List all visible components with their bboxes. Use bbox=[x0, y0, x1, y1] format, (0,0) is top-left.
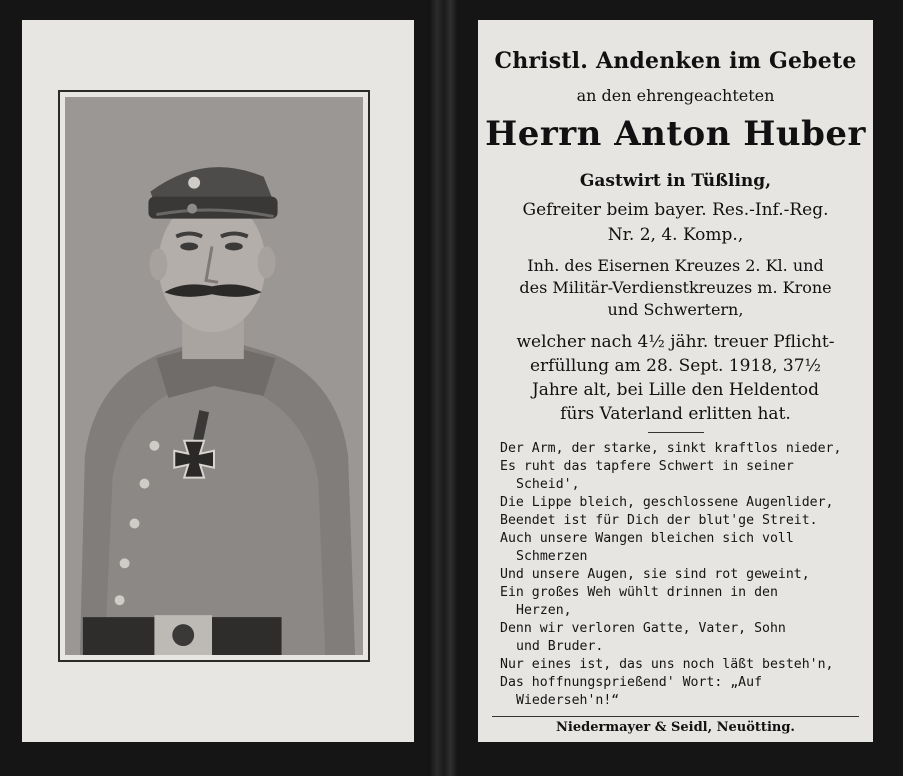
poem-line: Das hoffnungsprießend' Wort: „Auf bbox=[500, 675, 763, 690]
poem-line: Schmerzen bbox=[516, 549, 588, 564]
poem-line: Und unsere Augen, sie sind rot geweint, bbox=[500, 567, 810, 582]
divider-long bbox=[492, 716, 859, 717]
poem-line: Denn wir verloren Gatte, Vater, Sohn bbox=[500, 621, 786, 636]
poem-line: Auch unsere Wangen bleichen sich voll bbox=[500, 531, 794, 546]
rank-line: Nr. 2, 4. Komp., bbox=[607, 225, 744, 245]
poem-line: Nur eines ist, das uns noch läßt besteh'n, bbox=[500, 657, 834, 672]
poem-line: Herzen, bbox=[516, 603, 572, 618]
poem-line: Es ruht das tapfere Schwert in seiner bbox=[500, 459, 794, 474]
portrait-frame bbox=[58, 90, 370, 662]
poem-line: Scheid', bbox=[516, 477, 580, 492]
death-notice-line: erfüllung am 28. Sept. 1918, 37½ bbox=[530, 356, 821, 376]
decoration-line: des Militär-Verdienstkreuzes m. Krone bbox=[519, 278, 832, 297]
occupation: Gastwirt in Tüßling, bbox=[579, 171, 772, 191]
poem-line: und Bruder. bbox=[516, 639, 604, 654]
decoration-line: und Schwertern, bbox=[607, 300, 744, 319]
poem-line: Beendet ist für Dich der blut'ge Streit. bbox=[500, 513, 818, 528]
rank-line: Gefreiter beim bayer. Res.-Inf.-Reg. bbox=[522, 200, 829, 220]
decoration-line: Inh. des Eisernen Kreuzes 2. Kl. und bbox=[527, 256, 824, 275]
poem-line: Ein großes Weh wühlt drinnen in den bbox=[500, 585, 778, 600]
card-fold-spine bbox=[428, 0, 458, 776]
divider-short bbox=[648, 432, 704, 433]
portrait-image bbox=[65, 97, 363, 655]
soldier-portrait-photo bbox=[65, 97, 363, 655]
death-notice-line: welcher nach 4½ jähr. treuer Pflicht- bbox=[516, 332, 835, 352]
memorial-text-card bbox=[478, 20, 873, 742]
poem-line: Wiederseh'n!“ bbox=[516, 693, 620, 708]
card-subtitle: an den ehrengeachteten bbox=[576, 86, 775, 105]
memorial-poem bbox=[500, 440, 850, 710]
printer-credit: Niedermayer & Seidl, Neuötting. bbox=[556, 720, 795, 735]
deceased-name: Herrn Anton Huber bbox=[485, 114, 866, 154]
poem-line: Der Arm, der starke, sinkt kraftlos nieder, bbox=[500, 441, 842, 456]
card-title: Christl. Andenken im Gebete bbox=[494, 48, 857, 74]
poem-line: Die Lippe bleich, geschlossene Augenlider, bbox=[500, 495, 834, 510]
death-notice-line: Jahre alt, bei Lille den Heldentod bbox=[531, 380, 819, 400]
death-notice-line: fürs Vaterland erlitten hat. bbox=[560, 404, 791, 424]
